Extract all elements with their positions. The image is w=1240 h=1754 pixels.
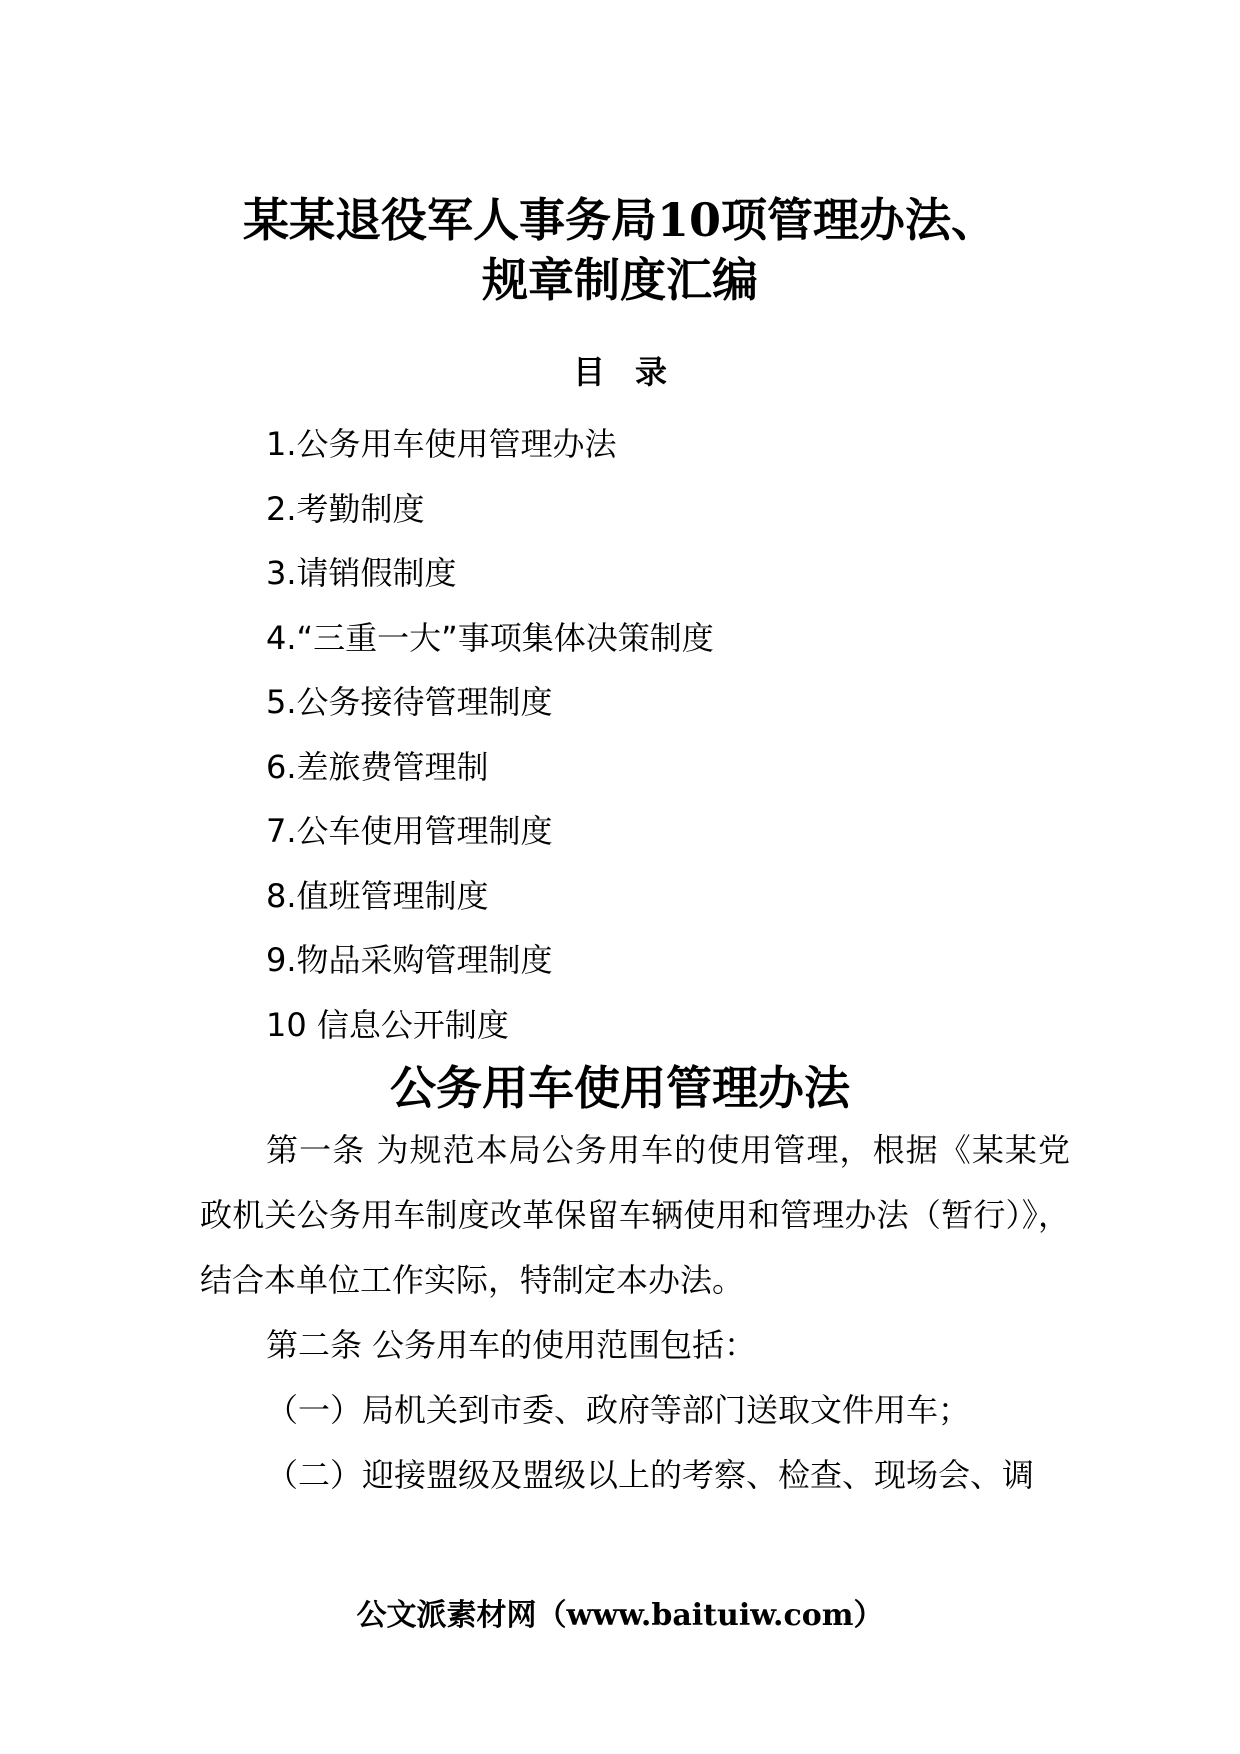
toc-item: 10 信息公开制度 xyxy=(266,1005,509,1044)
toc-item: 3.请销假制度 xyxy=(266,554,457,592)
toc-item: 5.公务接待管理制度 xyxy=(266,683,553,721)
document-title-line-1: 某某退役军人事务局10项管理办法、 xyxy=(242,193,997,247)
table-of-contents xyxy=(266,412,714,1057)
toc-item: 7.公车使用管理制度 xyxy=(266,812,553,850)
footer-watermark: 公文派素材网（www.baituiw.com） xyxy=(356,1598,884,1633)
toc-heading: 目录 xyxy=(572,353,697,391)
article-paragraph: 第一条 为规范本局公务用车的使用管理，根据《某某党政机关公务用车制度改革保留车辆使用和管理办法（暂行）》，结合本单位工作实际，特制定本办法。 xyxy=(200,1131,1070,1299)
toc-item: 9.物品采购管理制度 xyxy=(266,941,553,979)
section-title: 公务用车使用管理办法 xyxy=(390,1061,850,1115)
document-title-line-2: 规章制度汇编 xyxy=(482,253,758,307)
section-body xyxy=(200,1118,1070,1508)
article-paragraph: 第二条 公务用车的使用范围包括： xyxy=(266,1326,757,1364)
toc-item: 2.考勤制度 xyxy=(266,489,425,528)
list-item-paragraph: （二）迎接盟级及盟级以上的考察、检查、现场会、调 xyxy=(266,1456,1035,1494)
toc-item: 8.值班管理制度 xyxy=(266,876,489,915)
toc-item: 4.“三重一大”事项集体决策制度 xyxy=(266,618,714,657)
list-item-paragraph: （一）局机关到市委、政府等部门送取文件用车； xyxy=(266,1391,971,1429)
toc-item: 1.公务用车使用管理办法 xyxy=(266,425,617,463)
toc-item: 6.差旅费管理制 xyxy=(266,747,489,786)
